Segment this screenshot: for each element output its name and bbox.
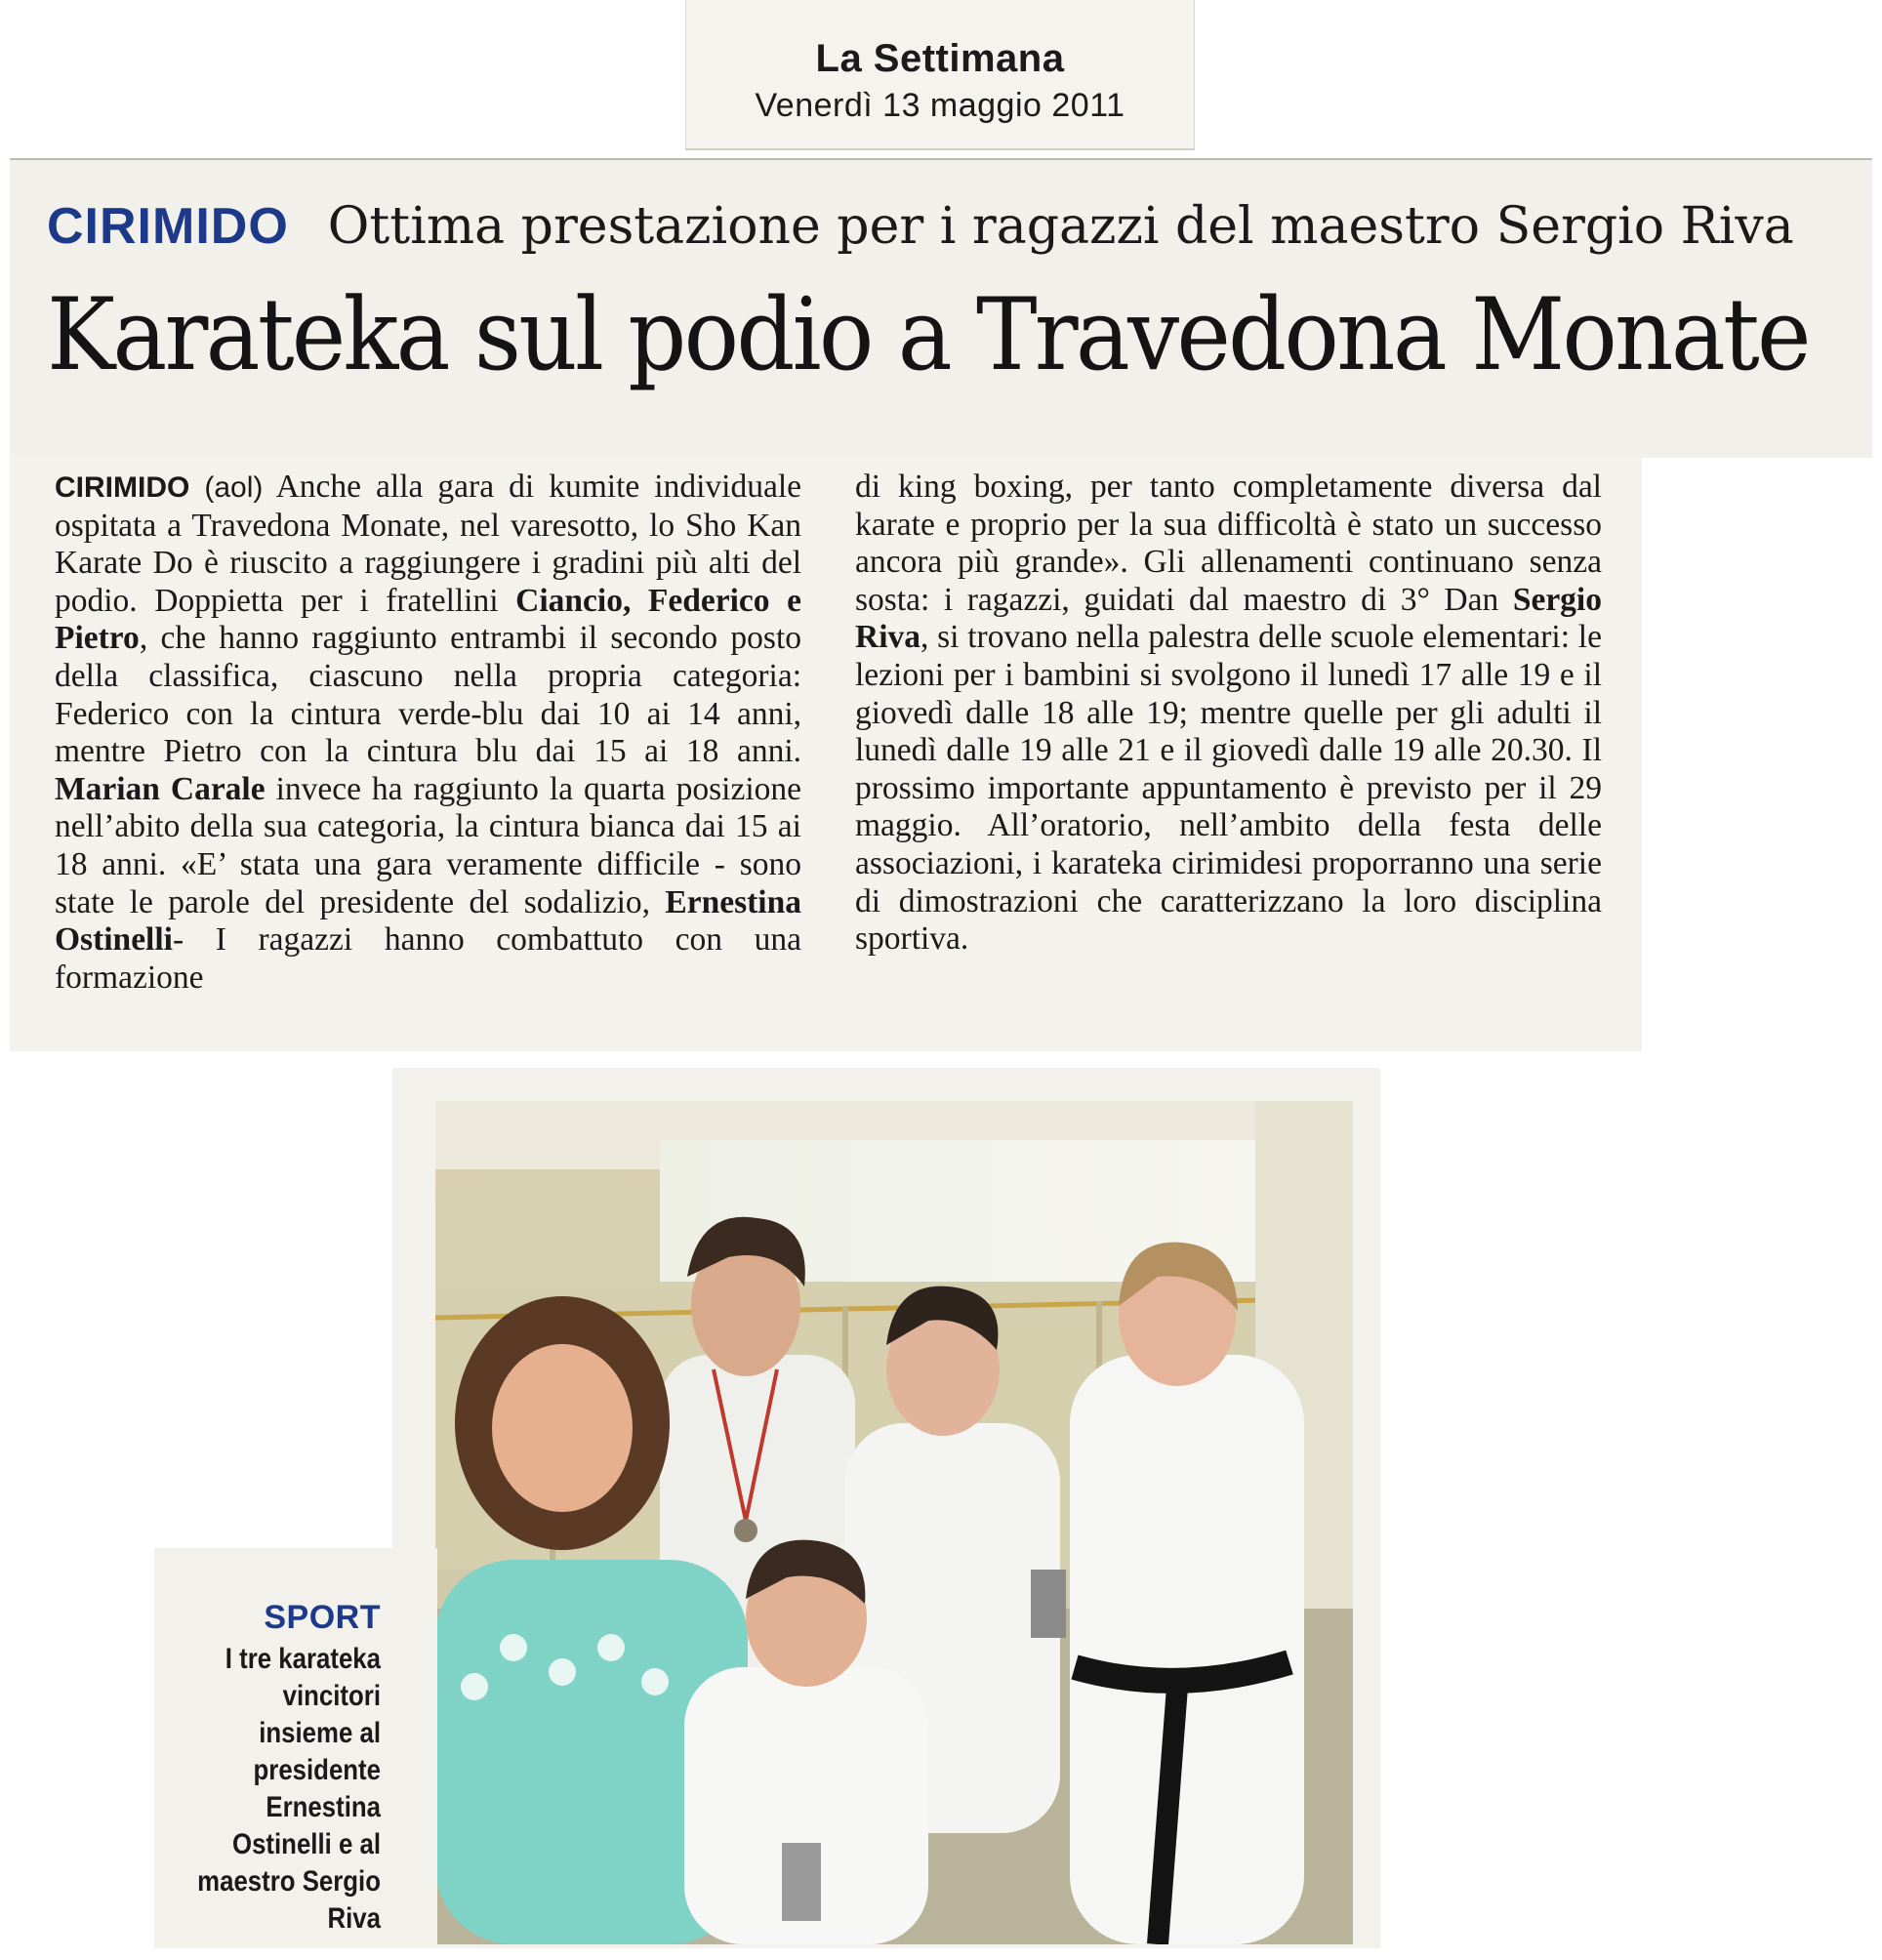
photo-caption [158,1599,381,1938]
masthead-clipping [685,0,1195,150]
article-column-1 [55,469,801,997]
location-kicker: CIRIMIDO [47,198,289,255]
text-run: , che hanno raggiunto entrambi il secondo posto della classifica, ciascuno nella propria categoria: Federico con la cintura verde-blu dai 10 ai 14 anni, mentre Pietro con la cintura blu dai 15 ai 18 anni. [55,620,801,770]
dateline: CIRIMIDO [55,471,190,504]
text-run: di king boxing, per tanto completamente diversa dal karate e proprio per la sua difficoltà è stato un successo ancora più grande». Gli allenamenti continuano senza sosta: i ragazzi, guidati dal maestro di 3° Dan [855,469,1602,618]
bold-name-run: Marian Carale [55,770,266,807]
text-run: , si trovano nella palestra delle scuole elementari: le lezioni per i bambini si svolgono il lunedì 17 alle 19 e il giovedì dalle 18 alle 19; mentre quelle per gli adulti il lunedì dalle 19 alle 21 e il giovedì dalle 19 alle 20.30. Il prossimo importante appuntamento è previsto per il 29 maggio. All’oratorio, nell’ambito della festa delle associazioni, i karateka cirimidesi proporranno una serie di dimostrazioni che caratterizzano la loro disciplina sportiva. [855,619,1602,958]
article-column-2 [855,469,1602,959]
bold-name-run: Ciancio, Federico e Pietro [55,582,801,657]
text-run: invece ha raggiunto la quarta posizione nell’abito della sua categoria, la cintura bianca dai 15 ai 18 anni. «E’ stata una gara veramente difficile - sono state le parole del presidente del sodalizio, [55,770,801,920]
bold-name-run: Ernestina Ostinelli [55,883,801,959]
team-photo [435,1101,1353,1944]
headline: Karateka sul podio a Travedona Monate [47,277,1809,393]
text-run: Anche alla gara di kumite individuale ospitata a Travedona Monate, nel varesotto, lo Sho Kan Karate Do è riuscito a raggiungere i gradini più alti del podio. Doppietta per i fratellini [55,469,801,619]
article-clipping [10,158,1872,1056]
column-2-text [855,469,1602,957]
kicker-row [47,197,1794,256]
column-1-text [55,469,801,996]
newspaper-name: La Settimana [815,37,1065,80]
text-run: - I ragazzi hanno combattuto con una formazione [55,921,801,996]
publication-date: Venerdì 13 maggio 2011 [755,87,1125,124]
bold-name-run: Sergio Riva [855,581,1602,656]
caption-section-label: SPORT [264,1599,381,1636]
caption-text: I tre karateka vincitori insieme al presidente Ernestina Ostinelli e al maestro Sergio Riva [197,1643,381,1935]
subheadline: Ottima prestazione per i ragazzi del maestro Sergio Riva [327,197,1794,256]
author-initials: (aol) [204,471,264,504]
